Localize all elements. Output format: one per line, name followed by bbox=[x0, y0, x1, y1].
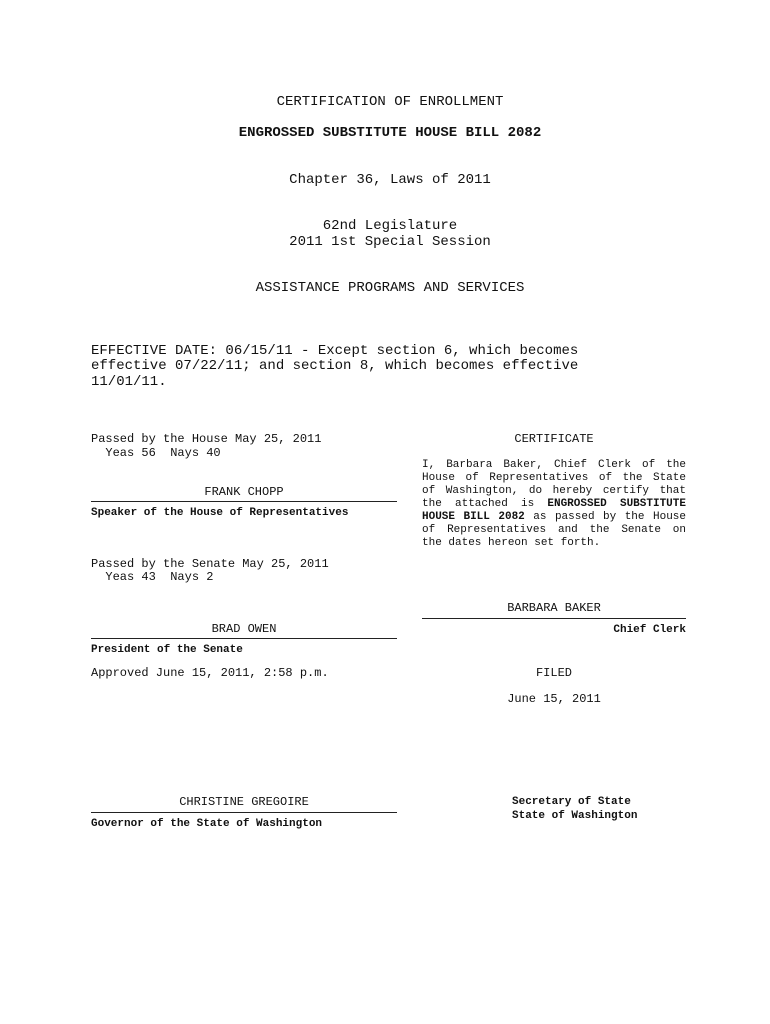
secretary-line-1: Secretary of State bbox=[512, 796, 631, 808]
certificate-bill-name: ENGROSSED SUBSTITUTE HOUSE BILL 2082 bbox=[422, 498, 686, 523]
governor-signature-line bbox=[91, 812, 397, 813]
senate-passed: Passed by the Senate May 25, 2011 bbox=[91, 557, 329, 571]
clerk-signature-line bbox=[422, 618, 686, 619]
filed-date: June 15, 2011 bbox=[507, 692, 601, 706]
legislature-line: 62nd Legislature bbox=[322, 218, 458, 234]
house-votes: Yeas 56 Nays 40 bbox=[91, 446, 221, 460]
governor-signer-title: Governor of the State of Washington bbox=[91, 818, 323, 830]
senate-signer: BRAD OWEN bbox=[211, 622, 277, 636]
house-signer: FRANK CHOPP bbox=[204, 485, 284, 499]
clerk-signer-title: Chief Clerk bbox=[613, 624, 686, 636]
filed-label: FILED bbox=[535, 666, 572, 680]
certification-heading: CERTIFICATION OF ENROLLMENT bbox=[276, 94, 504, 110]
certificate-text bbox=[422, 459, 686, 550]
session-line: 2011 1st Special Session bbox=[289, 234, 491, 250]
house-signer-title: Speaker of the House of Representatives bbox=[91, 507, 349, 519]
effective-date-line-2: effective 07/22/11; and section 8, which becomes effective bbox=[91, 358, 579, 374]
chapter-line: Chapter 36, Laws of 2011 bbox=[289, 172, 491, 188]
effective-date-line-3: 11/01/11. bbox=[91, 374, 167, 390]
clerk-signer: BARBARA BAKER bbox=[507, 601, 601, 615]
certificate-text-before: I, Barbara Baker, Chief Clerk of the House of Representatives of the State of Washington, do hereby certify that the attached is bbox=[422, 459, 686, 510]
certificate-text-after: as passed by the House of Representatives and the Senate on the dates hereon set forth. bbox=[422, 511, 686, 549]
senate-signer-title: President of the Senate bbox=[91, 644, 243, 656]
certificate-heading: CERTIFICATE bbox=[514, 432, 594, 446]
secretary-line-2: State of Washington bbox=[512, 810, 638, 822]
governor-signer: CHRISTINE GREGOIRE bbox=[179, 795, 309, 809]
bill-title: ENGROSSED SUBSTITUTE HOUSE BILL 2082 bbox=[238, 125, 542, 141]
subject-line: ASSISTANCE PROGRAMS AND SERVICES bbox=[255, 280, 525, 296]
approved-line: Approved June 15, 2011, 2:58 p.m. bbox=[91, 666, 329, 680]
senate-signature-line bbox=[91, 638, 397, 639]
effective-date-line-1: EFFECTIVE DATE: 06/15/11 - Except section 6, which becomes bbox=[91, 343, 579, 359]
senate-votes: Yeas 43 Nays 2 bbox=[91, 570, 214, 584]
house-signature-line bbox=[91, 501, 397, 502]
house-passed: Passed by the House May 25, 2011 bbox=[91, 432, 322, 446]
